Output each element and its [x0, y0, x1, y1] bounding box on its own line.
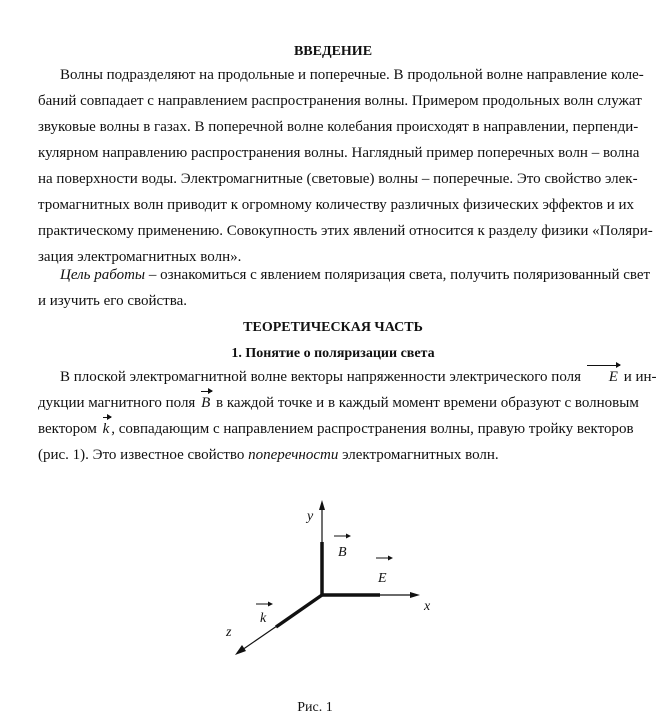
vector-k-line [276, 595, 322, 627]
theory-heading: ТЕОРЕТИЧЕСКАЯ ЧАСТЬ [243, 320, 423, 335]
figure-1-diagram [180, 490, 480, 670]
intro-line: тромагнитных волн приводит к огромному количеству различных физических эффектов и их [38, 197, 634, 213]
theory-line [38, 442, 630, 468]
intro-line: практическому применению. Совокупность этих явлений относится к разделу физики «Поляри- [38, 223, 653, 239]
vector-k-overarrow-head [268, 602, 273, 607]
intro-paragraph [38, 62, 653, 270]
goal-paragraph [38, 262, 651, 314]
intro-heading: ВВЕДЕНИЕ [293, 44, 373, 59]
intro-line: кулярном направлению распространения волны. Наглядный пример поперечных волн – волна [38, 145, 640, 161]
x-axis-arrow [410, 592, 420, 598]
theory-italic: поперечности [248, 447, 339, 463]
goal-label: Цель работы [60, 267, 146, 283]
theory-paragraph [38, 364, 657, 468]
intro-line: звуковые волны в газах. В поперечной волне колебания происходят в направлении, перпенди- [38, 119, 639, 135]
goal-line [38, 262, 651, 288]
intro-line: баний совпадает с направлением распространения волны. Примером продольных волн служат [38, 93, 642, 109]
theory-text: дукции магнитного поля [38, 395, 200, 411]
theory-line [38, 364, 657, 390]
theory-text: вектором [38, 421, 101, 437]
goal-text: – ознакомиться с явлением поляризация света, получить поляризованный свет [145, 267, 651, 283]
intro-line: зация электромагнитных волн». [38, 249, 242, 265]
y-axis-arrow [319, 500, 325, 510]
x-axis-label: x [424, 599, 431, 614]
theory-text: , совпадающим с направлением распространения волны, правую тройку векторов [111, 421, 634, 437]
figure-caption: Рис. 1 [297, 700, 333, 715]
vector-k: k [101, 416, 112, 442]
theory-text: электромагнитных волн. [338, 447, 499, 463]
vector-E: E [585, 364, 620, 390]
y-axis-label: y [307, 509, 314, 524]
intro-line: Волны подразделяют на продольные и поперечные. В продольной волне направление коле- [60, 67, 644, 83]
vector-E-overarrow-head [388, 556, 393, 561]
theory-line [38, 416, 634, 442]
theory-text: в каждой точке и в каждый момент времени образуют с волновым [212, 395, 639, 411]
goal-line: и изучить его свойства. [38, 293, 187, 309]
intro-line: на поверхности воды. Электромагнитные (световые) волны – поперечные. Это свойство элек- [38, 171, 638, 187]
vector-B-overarrow-head [346, 534, 351, 539]
z-axis-arrow [235, 645, 246, 655]
theory-text: и ин- [619, 369, 657, 385]
section-heading: 1. Понятие о поляризации света [231, 346, 435, 361]
vector-B: B [199, 390, 212, 416]
vector-E-label: E [378, 571, 387, 586]
theory-text: (рис. 1). Это известное свойство [38, 447, 249, 463]
theory-line [38, 390, 639, 416]
vector-k-label: k [260, 611, 267, 626]
z-axis-label: z [226, 625, 232, 640]
theory-text: В плоской электромагнитной волне векторы напряженности электрического поля [60, 369, 585, 385]
vector-B-label: B [338, 545, 347, 560]
